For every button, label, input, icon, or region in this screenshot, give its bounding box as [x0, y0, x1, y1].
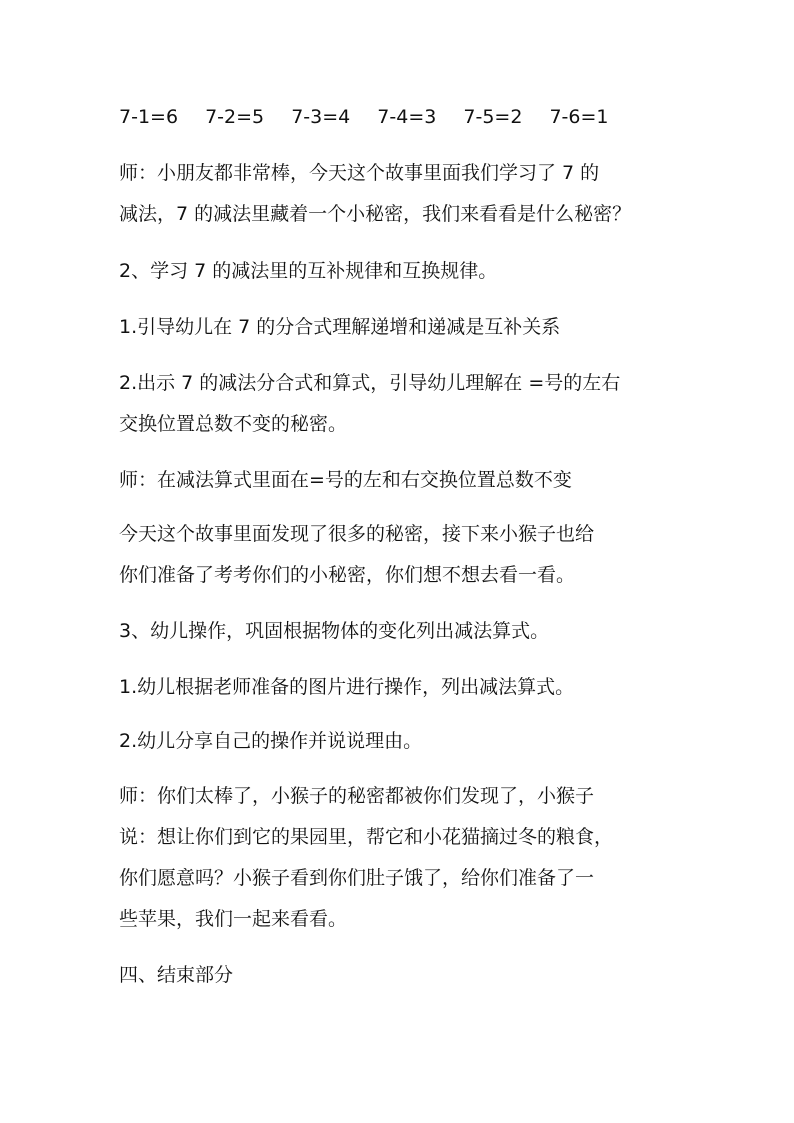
- text-line: 些苹果，我们一起来看看。: [119, 908, 348, 930]
- section-heading: 2、学习 7 的减法里的互补规律和互换规律。: [119, 260, 498, 282]
- equation: 7-4=3: [377, 106, 437, 128]
- text-line: 你们准备了考考你们的小秘密，你们想不想去看一看。: [119, 564, 576, 586]
- text-line: 今天这个故事里面发现了很多的秘密，接下来小猴子也给: [119, 523, 595, 545]
- text-line: 师：你们太棒了，小猴子的秘密都被你们发现了，小猴子: [119, 785, 595, 807]
- list-item: 1.引导幼儿在 7 的分合式理解递增和递减是互补关系: [119, 316, 561, 338]
- equation: 7-5=2: [463, 106, 523, 128]
- equation: 7-3=4: [291, 106, 351, 128]
- section-heading: 四、结束部分: [119, 964, 234, 986]
- text-line: 师：小朋友都非常棒，今天这个故事里面我们学习了 7 的: [119, 162, 600, 184]
- equation-row: [119, 104, 609, 130]
- list-item: 2.出示 7 的减法分合式和算式，引导幼儿理解在 =号的左右: [119, 372, 621, 394]
- text-line: 说：想让你们到它的果园里，帮它和小花猫摘过冬的粮食，: [119, 826, 614, 848]
- list-item: 2.幼儿分享自己的操作并说说理由。: [119, 730, 423, 752]
- equation: 7-2=5: [205, 106, 265, 128]
- text-line: 师：在减法算式里面在=号的左和右交换位置总数不变: [119, 469, 572, 491]
- text-line: 减法，7 的减法里藏着一个小秘密，我们来看看是什么秘密？: [119, 203, 632, 225]
- equation: 7-6=1: [549, 106, 609, 128]
- equation: 7-1=6: [119, 106, 179, 128]
- section-heading: 3、幼儿操作，巩固根据物体的变化列出减法算式。: [119, 620, 550, 642]
- text-line: 你们愿意吗？小猴子看到你们肚子饿了，给你们准备了一: [119, 867, 595, 889]
- list-item: 1.幼儿根据老师准备的图片进行操作，列出减法算式。: [119, 676, 575, 698]
- text-line: 交换位置总数不变的秘密。: [119, 413, 348, 435]
